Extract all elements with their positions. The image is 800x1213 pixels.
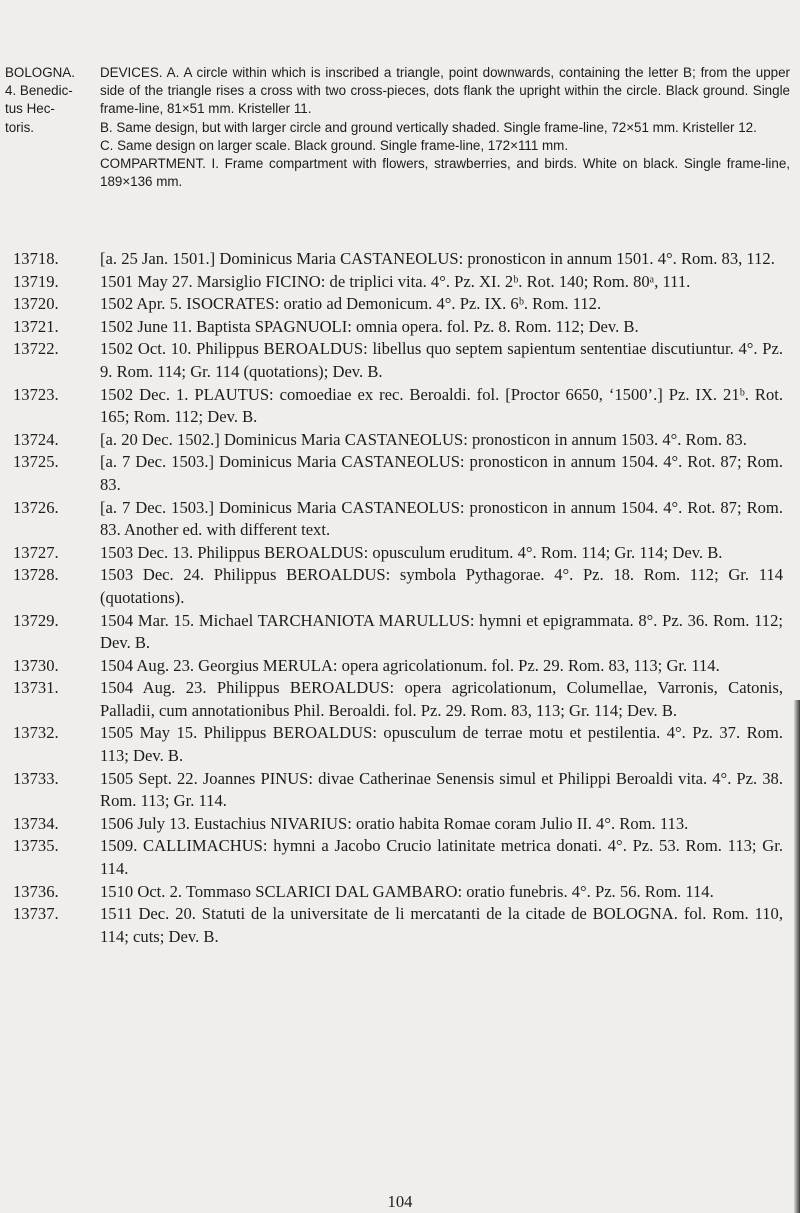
entry [13, 564, 783, 609]
running-head [5, 64, 95, 137]
entry [13, 429, 783, 452]
device-b-paragraph: B. Same design, but with larger circle and ground vertically shaded. Single frame-line, 72×51 mm. Kristeller 12. [100, 119, 757, 135]
entry-number: 13733. [13, 768, 59, 788]
entry [13, 813, 783, 836]
entry-text: 1504 Mar. 15. Michael TARCHANIOTA MARULLUS: hymni et epigrammata. 8°. Pz. 36. Rom. 112; Dev. B. [100, 610, 783, 653]
entry-text: 1504 Aug. 23. Georgius MERULA: opera agricolationum. fol. Pz. 29. Rom. 83, 113; Gr. 114. [100, 655, 720, 675]
entry-text: 1503 Dec. 24. Philippus BEROALDUS: symbola Pythagorae. 4°. Pz. 18. Rom. 112; Gr. 114 (quotations). [100, 565, 783, 607]
entry-text: [a. 20 Dec. 1502.] Dominicus Maria CASTANEOLUS: pronosticon in annum 1503. 4°. Rom. 83. [100, 429, 747, 449]
page-number: 104 [387, 1192, 413, 1211]
entry-text: 1511 Dec. 20. Statuti de la universitate de li mercatanti de la citade de BOLOGNA. fol. Rom. 110, 114; cuts; Dev. B. [100, 904, 783, 946]
entry-number: 13718. [13, 249, 59, 268]
running-head-line: 4. Benedic- [5, 83, 73, 99]
entry-number: 13725. [13, 452, 59, 472]
entry [13, 293, 783, 316]
entry [13, 655, 783, 678]
entry [13, 271, 783, 294]
entry [13, 497, 783, 542]
compartment-paragraph: COMPARTMENT. I. Frame compartment with flowers, strawberries, and birds. White on black. Single frame-line, 189×136 mm. [100, 156, 790, 190]
entry [13, 384, 783, 429]
entry-number: 13731. [13, 678, 59, 698]
entry [13, 677, 783, 722]
device-c-paragraph: C. Same design on larger scale. Black ground. Single frame-line, 172×111 mm. [100, 137, 569, 153]
entry-number: 13727. [13, 542, 59, 562]
entry [13, 722, 783, 767]
entry-text: 1509. CALLIMACHUS: hymni a Jacobo Crucio latinitate metrica donati. 4°. Pz. 53. Rom. 113; Gr. 114. [100, 836, 783, 879]
entry-text: [a. 7 Dec. 1503.] Dominicus Maria CASTANEOLUS: pronosticon in annum 1504. 4°. Rot. 87; Rom. 83. [100, 452, 783, 494]
entry-text: 1504 Aug. 23. Philippus BEROALDUS: opera agricolationum, Columellae, Varronis, Catonis, Palladii, cum annotationibus Phil. Beroaldi. fol. Pz. 29. Rom. 83, 113; Gr. 114; Dev. B. [100, 678, 783, 720]
entry-text: 1502 Oct. 10. Philippus BEROALDUS: libellus quo septem sapientum sententiae discutiuntur. 4°. Pz. 9. Rom. 114; Gr. 114 (quotations); Dev. B. [100, 339, 783, 381]
entry-number: 13737. [13, 904, 59, 924]
running-head-line: tus Hec- [5, 101, 55, 117]
entry-text: 1510 Oct. 2. Tommaso SCLARICI DAL GAMBARO: oratio funebris. 4°. Pz. 56. Rom. 114. [100, 881, 714, 901]
entry [13, 316, 783, 339]
entry-number: 13723. [13, 384, 59, 404]
entry-number: 13734. [13, 813, 59, 833]
entry-text: 1505 Sept. 22. Joannes PINUS: divae Catherinae Senensis simul et Philippi Beroaldi vita. 4°. Pz. 38. Rom. 113; Gr. 114. [100, 768, 783, 811]
entry-number: 13721. [13, 316, 59, 336]
entry [13, 248, 783, 271]
entry-text: 1502 June 11. Baptista SPAGNUOLI: omnia opera. fol. Pz. 8. Rom. 112; Dev. B. [100, 316, 639, 336]
entry-number: 13736. [13, 881, 59, 901]
devices-description [100, 64, 790, 191]
entry-number: 13735. [13, 836, 59, 856]
entry-list [13, 248, 783, 948]
entry [13, 881, 783, 904]
entry-text: 1506 July 13. Eustachius NIVARIUS: oratio habita Romae coram Julio II. 4°. Rom. 113. [100, 813, 689, 833]
entry [13, 451, 783, 496]
entry-text: 1502 Dec. 1. PLAUTUS: comoediae ex rec. Beroaldi. fol. [Proctor 6650, ‘1500’.] Pz. IX. 21ᵇ. Rot. 165; Rom. 112; Dev. B. [100, 384, 783, 427]
entry-number: 13726. [13, 497, 59, 517]
entry [13, 835, 783, 880]
page-edge-shadow [794, 700, 800, 1213]
entry [13, 768, 783, 813]
entry [13, 903, 783, 948]
entry-text: 1505 May 15. Philippus BEROALDUS: opusculum de terrae motu et pestilentia. 4°. Pz. 37. Rom. 113; Dev. B. [100, 723, 783, 766]
entry-number: 13732. [13, 723, 59, 743]
entry-number: 13719. [13, 271, 59, 291]
entry-number: 13722. [13, 339, 59, 359]
entry-number: 13720. [13, 294, 59, 314]
running-head-line: BOLOGNA. [5, 65, 75, 80]
entry-text: [a. 25 Jan. 1501.] Dominicus Maria CASTANEOLUS: pronosticon in annum 1501. 4°. Rom. 83, 112. [100, 249, 775, 268]
entry-number: 13724. [13, 429, 59, 449]
entry [13, 338, 783, 383]
entry-number: 13728. [13, 565, 59, 585]
entry-number: 13729. [13, 610, 59, 630]
running-head-line: toris. [5, 119, 35, 135]
entry [13, 542, 783, 565]
entry [13, 610, 783, 655]
entry-text: [a. 7 Dec. 1503.] Dominicus Maria CASTANEOLUS: pronosticon in annum 1504. 4°. Rot. 87; Rom. 83. Another ed. with different text. [100, 497, 783, 540]
entry-text: 1503 Dec. 13. Philippus BEROALDUS: opusculum eruditum. 4°. Rom. 114; Gr. 114; Dev. B. [100, 542, 723, 562]
entry-text: 1501 May 27. Marsiglio FICINO: de triplici vita. 4°. Pz. XI. 2ᵇ. Rot. 140; Rom. 80ᵃ, 111. [100, 271, 691, 291]
device-a-paragraph: DEVICES. A. A circle within which is inscribed a triangle, point downwards, containing the letter B; from the upper side of the triangle rises a cross with two cross-pieces, dots flank the upright within the circle. Black ground. Single frame-line, 81×51 mm. Kristeller 11. [100, 65, 790, 117]
entry-text: 1502 Apr. 5. ISOCRATES: oratio ad Demonicum. 4°. Pz. IX. 6ᵇ. Rom. 112. [100, 294, 602, 314]
entry-number: 13730. [13, 655, 59, 675]
